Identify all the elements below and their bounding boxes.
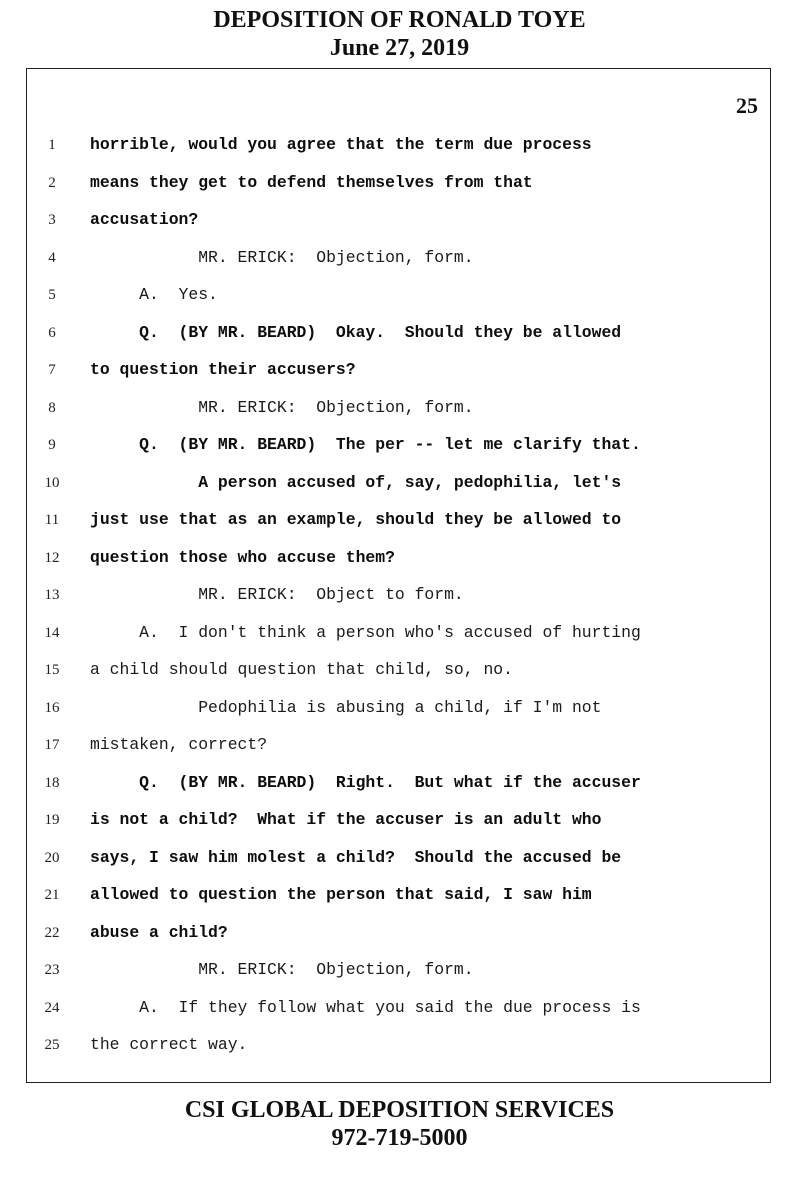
line-text: horrible, would you agree that the term due process bbox=[90, 135, 592, 154]
line-text: accusation? bbox=[90, 210, 199, 229]
line-number: 2 bbox=[48, 174, 56, 191]
transcript-line bbox=[27, 876, 770, 914]
line-text: to question their accusers? bbox=[90, 360, 356, 379]
line-number: 13 bbox=[44, 587, 60, 603]
transcript-line bbox=[27, 689, 770, 727]
line-number: 18 bbox=[44, 774, 60, 791]
line-number: 16 bbox=[44, 699, 60, 716]
line-text: abuse a child? bbox=[90, 922, 228, 942]
line-number: 1 bbox=[48, 137, 56, 153]
line-number: 25 bbox=[44, 1037, 60, 1053]
line-number: 8 bbox=[48, 399, 56, 416]
transcript-line bbox=[27, 501, 770, 539]
line-number: 20 bbox=[44, 849, 60, 866]
line-text: means they get to defend themselves from that bbox=[90, 172, 533, 192]
line-text: A. I don't think a person who's accused of hurting bbox=[90, 622, 641, 642]
transcript-line bbox=[27, 389, 770, 427]
line-number: 7 bbox=[48, 362, 56, 378]
transcript-line bbox=[27, 989, 770, 1027]
transcript-line bbox=[27, 426, 770, 464]
transcript-line bbox=[27, 764, 770, 802]
line-number: 19 bbox=[44, 812, 60, 828]
line-text: is not a child? What if the accuser is an adult who bbox=[90, 810, 602, 829]
line-text: allowed to question the person that said, I saw him bbox=[90, 885, 592, 904]
transcript-line bbox=[27, 914, 770, 952]
deposition-date: June 27, 2019 bbox=[329, 35, 470, 61]
line-text: mistaken, correct? bbox=[90, 735, 268, 754]
transcript-line bbox=[27, 239, 770, 277]
transcript-line bbox=[27, 726, 770, 764]
line-number: 15 bbox=[44, 662, 60, 678]
line-text: Q. (BY MR. BEARD) The per -- let me clarify that. bbox=[90, 435, 641, 454]
line-text: A person accused of, say, pedophilia, let's bbox=[90, 472, 622, 492]
transcript-line bbox=[27, 651, 770, 689]
line-text: MR. ERICK: Objection, form. bbox=[90, 247, 474, 267]
line-text: Q. (BY MR. BEARD) Okay. Should they be allowed bbox=[90, 322, 622, 342]
line-number: 11 bbox=[44, 512, 60, 528]
line-number: 10 bbox=[44, 474, 60, 491]
transcript-line bbox=[27, 839, 770, 877]
line-text: A. If they follow what you said the due process is bbox=[90, 997, 641, 1017]
transcript-line bbox=[27, 539, 770, 577]
line-number: 22 bbox=[44, 924, 60, 941]
line-text: Q. (BY MR. BEARD) Right. But what if the accuser bbox=[90, 772, 641, 792]
line-number: 12 bbox=[44, 549, 60, 566]
line-number: 5 bbox=[48, 287, 56, 303]
transcript-line bbox=[27, 201, 770, 239]
line-number: 23 bbox=[44, 962, 60, 978]
transcript-line bbox=[27, 614, 770, 652]
line-number: 24 bbox=[44, 999, 60, 1016]
transcript-line bbox=[27, 1026, 770, 1064]
transcript-line bbox=[27, 351, 770, 389]
line-number: 9 bbox=[48, 437, 56, 453]
line-number: 6 bbox=[48, 324, 56, 341]
transcript-line bbox=[27, 576, 770, 614]
line-number: 4 bbox=[48, 249, 56, 266]
page-number: 25 bbox=[736, 93, 758, 118]
line-number: 21 bbox=[44, 887, 60, 903]
footer-phone: 972-719-5000 bbox=[331, 1125, 468, 1151]
line-text: says, I saw him molest a child? Should the accused be bbox=[90, 847, 622, 867]
line-number: 17 bbox=[44, 737, 60, 753]
line-number: 3 bbox=[48, 212, 56, 228]
footer-company: CSI GLOBAL DEPOSITION SERVICES bbox=[184, 1097, 615, 1123]
transcript-line bbox=[27, 126, 770, 164]
line-number: 14 bbox=[44, 624, 60, 641]
line-text: MR. ERICK: Objection, form. bbox=[90, 397, 474, 417]
line-text: question those who accuse them? bbox=[90, 547, 395, 567]
line-text: just use that as an example, should they be allowed to bbox=[90, 510, 622, 529]
transcript-line bbox=[27, 276, 770, 314]
line-text: the correct way. bbox=[90, 1035, 248, 1054]
line-text: MR. ERICK: Objection, form. bbox=[90, 960, 474, 979]
transcript-line bbox=[27, 801, 770, 839]
document-title: DEPOSITION OF RONALD TOYE bbox=[213, 7, 586, 33]
transcript-line bbox=[27, 164, 770, 202]
line-text: A. Yes. bbox=[90, 285, 218, 304]
line-text: MR. ERICK: Object to form. bbox=[90, 585, 464, 604]
transcript-line bbox=[27, 314, 770, 352]
transcript-line bbox=[27, 464, 770, 502]
line-text: a child should question that child, so, no. bbox=[90, 660, 513, 679]
transcript-page bbox=[26, 68, 771, 1083]
line-text: Pedophilia is abusing a child, if I'm not bbox=[90, 697, 602, 717]
transcript-line bbox=[27, 951, 770, 989]
